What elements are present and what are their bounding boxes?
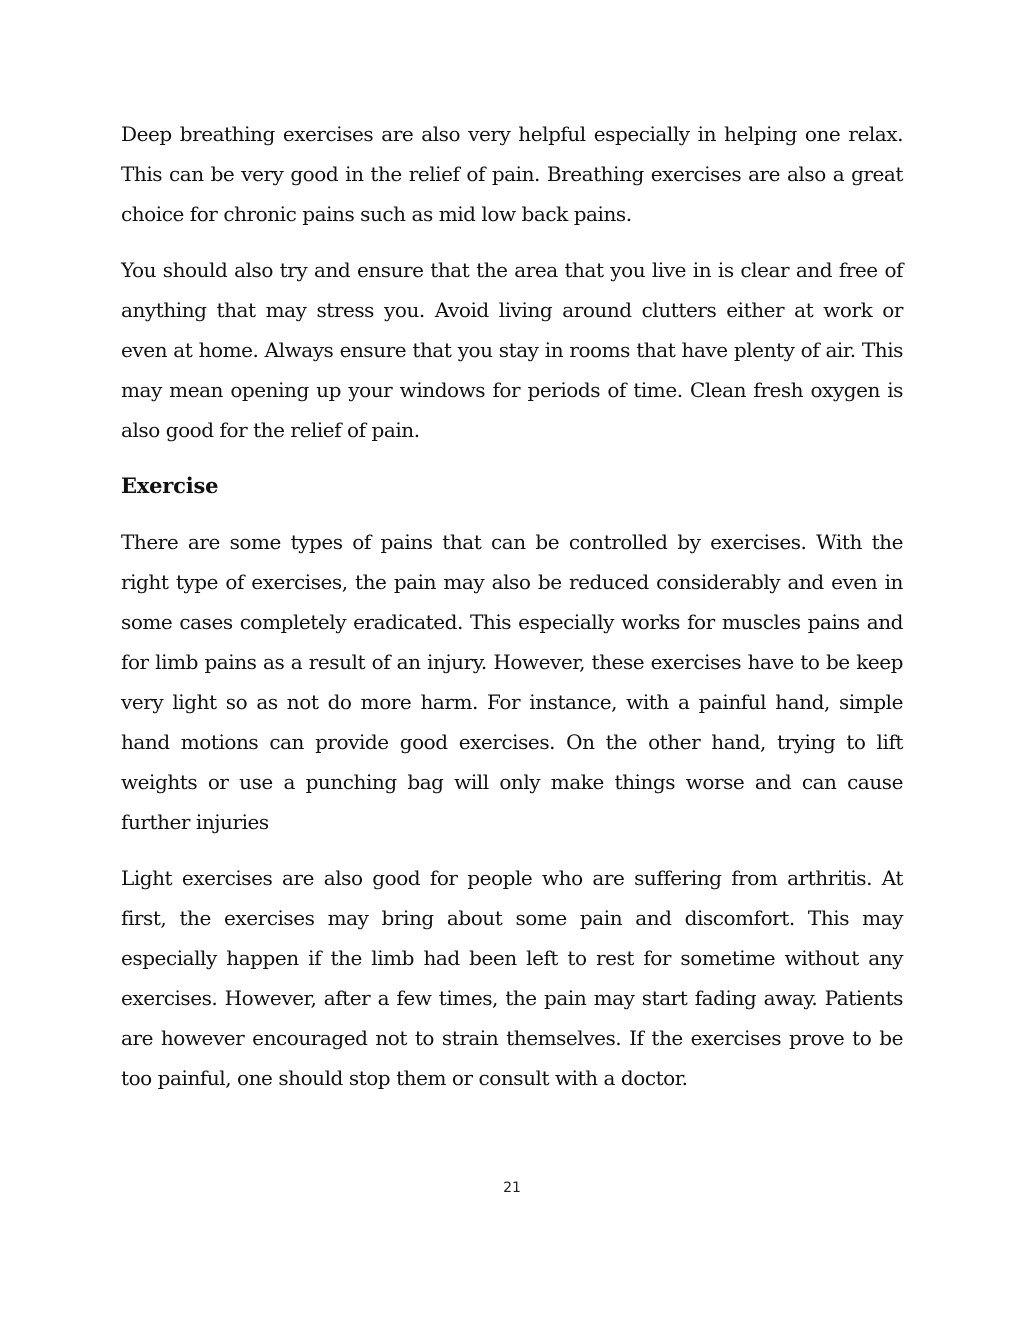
paragraph-deep-breathing: Deep breathing exercises are also very helpful especially in helping one relax. This can be very good in the relief of pain. Breathing exercises are also a great choice for chronic pains such as mid low back pains. xyxy=(121,122,903,226)
page-body xyxy=(121,114,903,1114)
paragraph-exercise-types: There are some types of pains that can be controlled by exercises. With the right type of exercises, the pain may also be reduced considerably and even in some cases completely eradicated. This especially works for muscles pains and for limb pains as a result of an injury. However, these exercises have to be keep very light so as not do more harm. For instance, with a painful hand, simple hand motions can provide good exercises. On the other hand, trying to lift weights or use a punching bag will only make things worse and can cause further injuries xyxy=(121,530,903,834)
paragraph-living-area: You should also try and ensure that the area that you live in is clear and free of anything that may stress you. Avoid living around clutters either at work or even at home. Always ensure that you stay in rooms that have plenty of air. This may mean opening up your windows for periods of time. Clean fresh oxygen is also good for the relief of pain. xyxy=(121,258,903,442)
page-number: 21 xyxy=(503,1180,521,1196)
section-heading-exercise: Exercise xyxy=(121,473,219,498)
paragraph-light-exercises: Light exercises are also good for people who are suffering from arthritis. At first, the exercises may bring about some pain and discomfort. This may especially happen if the limb had been left to rest for sometime without any exercises. However, after a few times, the pain may start fading away. Patients are however encouraged not to strain themselves. If the exercises prove to be too painful, one should stop them or consult with a doctor. xyxy=(121,866,903,1090)
